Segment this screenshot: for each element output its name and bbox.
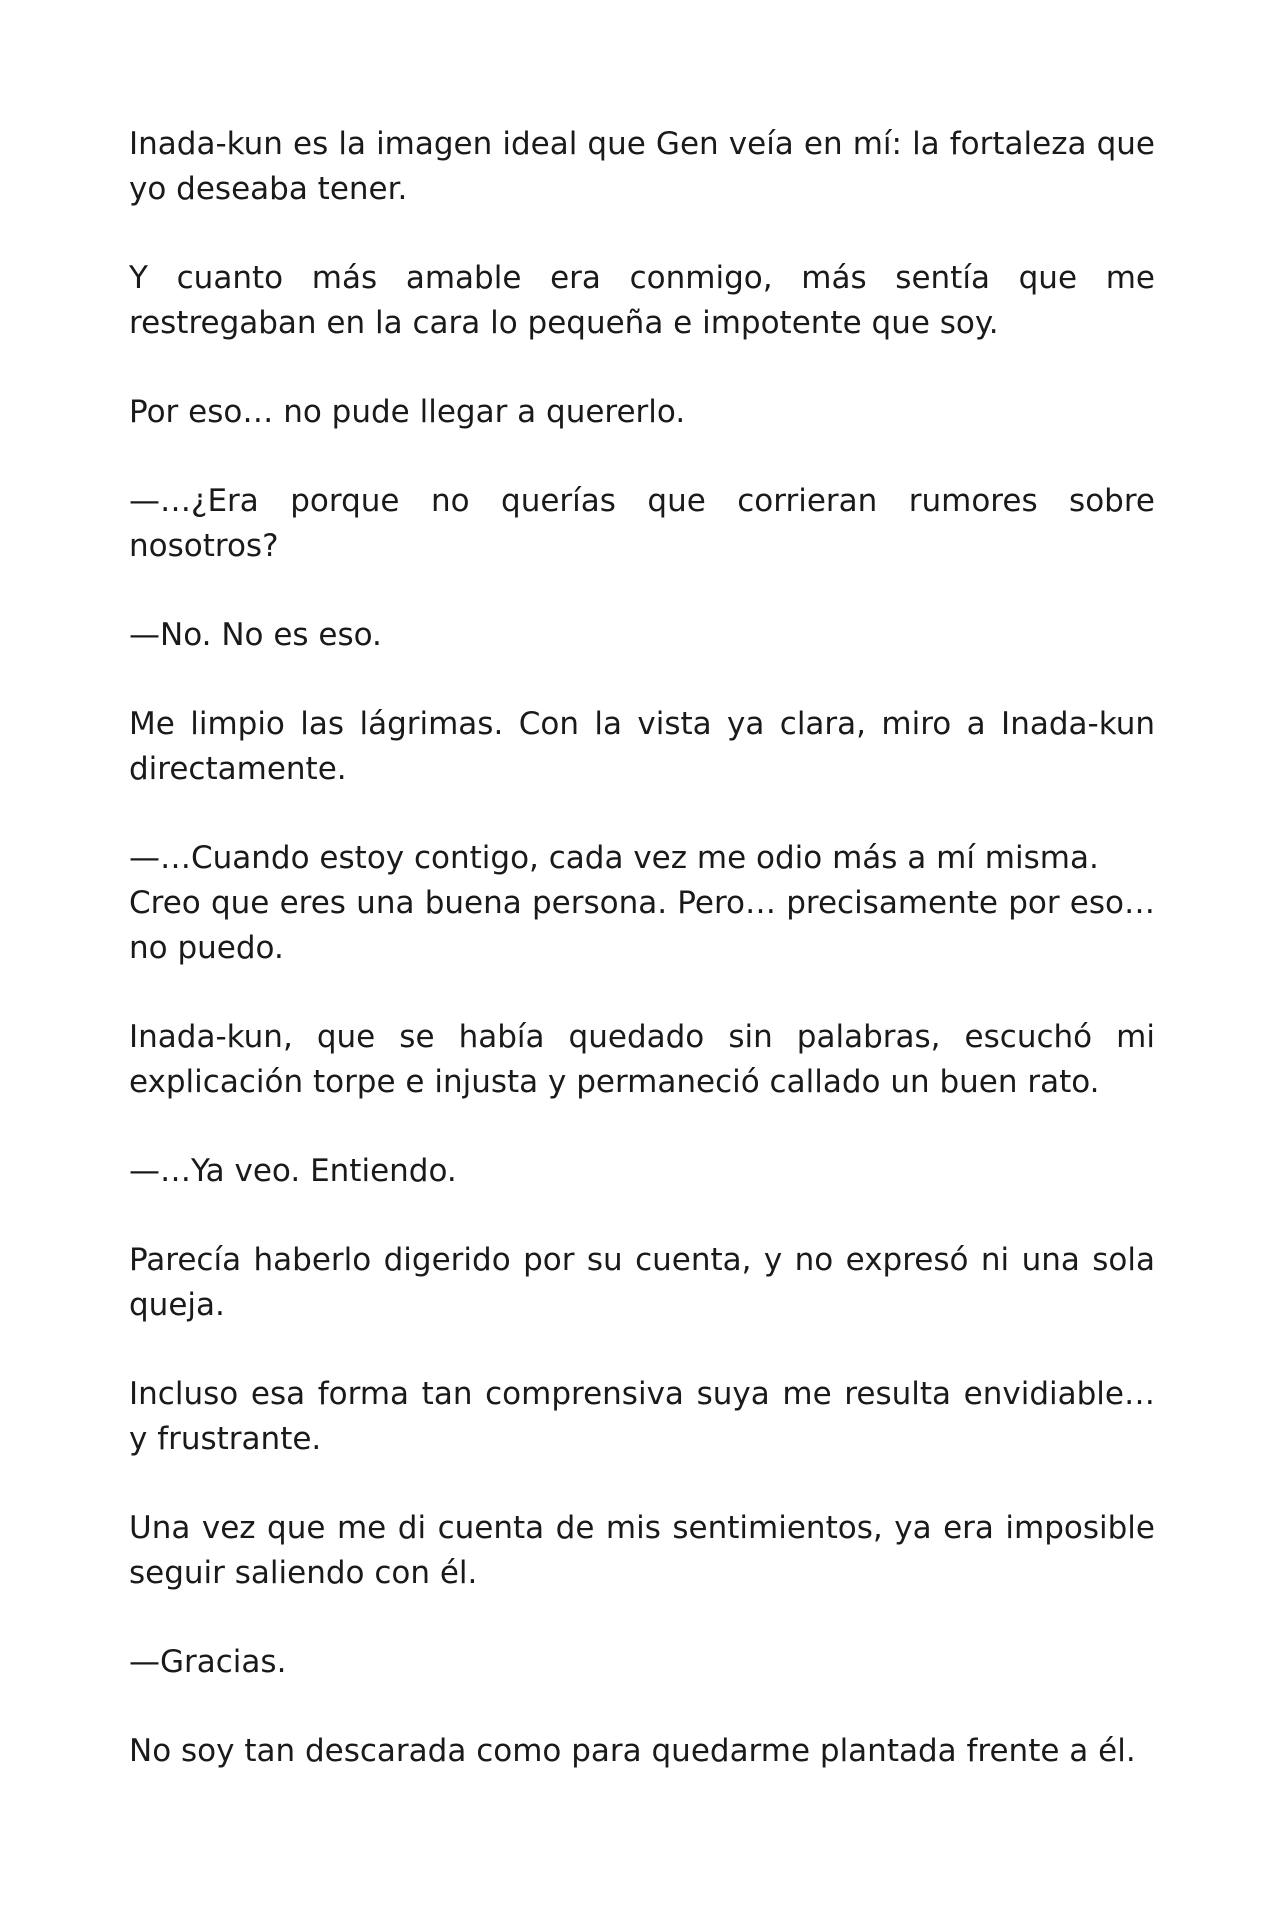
paragraph: —…¿Era porque no querías que corrieran rumores sobre nosotros? bbox=[129, 483, 1155, 564]
paragraph: Por eso… no pude llegar a quererlo. bbox=[129, 394, 686, 430]
document-page bbox=[129, 122, 1155, 1818]
paragraph: Incluso esa forma tan comprensiva suya me resulta envidiable… y frustrante. bbox=[129, 1376, 1155, 1457]
paragraph: —No. No es eso. bbox=[129, 617, 382, 653]
paragraph: Me limpio las lágrimas. Con la vista ya clara, miro a Inada-kun directamente. bbox=[129, 706, 1155, 787]
paragraph: No soy tan descarada como para quedarme plantada frente a él. bbox=[129, 1733, 1136, 1769]
paragraph: Una vez que me di cuenta de mis sentimientos, ya era imposible seguir saliendo con él. bbox=[129, 1510, 1155, 1591]
paragraph: Inada-kun, que se había quedado sin palabras, escuchó mi explicación torpe e injusta y permaneció callado un buen rato. bbox=[129, 1019, 1155, 1100]
paragraph: Y cuanto más amable era conmigo, más sentía que me restregaban en la cara lo pequeña e impotente que soy. bbox=[129, 260, 1155, 341]
paragraph-line: —…Cuando estoy contigo, cada vez me odio más a mí misma. bbox=[129, 840, 1099, 876]
paragraph-line: Creo que eres una buena persona. Pero… precisamente por eso… no puedo. bbox=[129, 885, 1155, 966]
paragraph: Parecía haberlo digerido por su cuenta, y no expresó ni una sola queja. bbox=[129, 1242, 1155, 1323]
paragraph: —…Ya veo. Entiendo. bbox=[129, 1153, 457, 1189]
paragraph: Inada-kun es la imagen ideal que Gen veía en mí: la fortaleza que yo deseaba tener. bbox=[129, 126, 1155, 207]
paragraph: —Gracias. bbox=[129, 1644, 287, 1680]
paragraph bbox=[129, 836, 1155, 971]
